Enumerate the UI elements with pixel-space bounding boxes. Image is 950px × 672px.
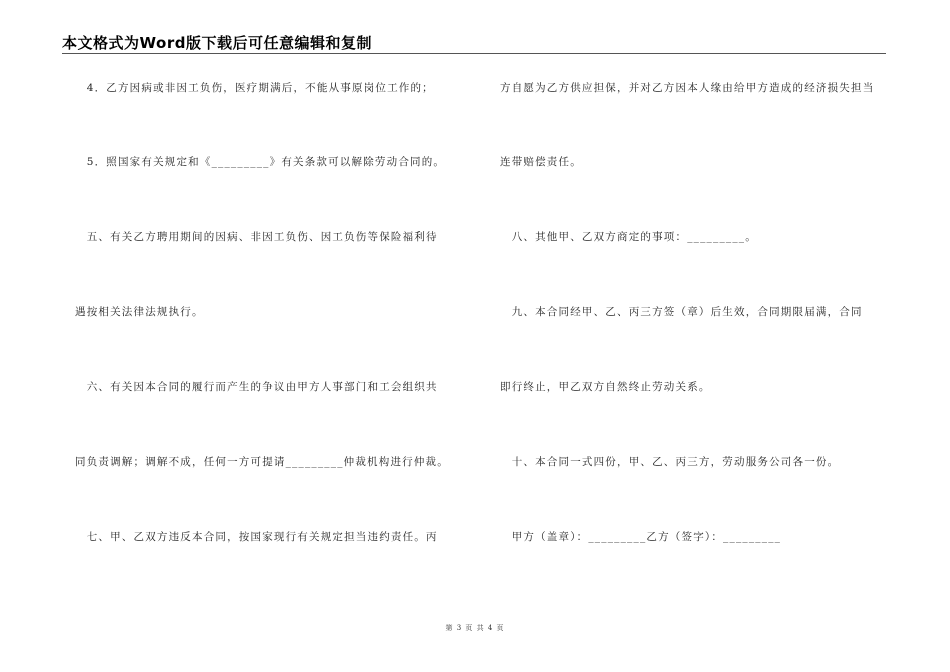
section-6-line-2: 同负责调解；调解不成，任何一方可提请_________仲裁机构进行仲裁。 <box>75 456 449 468</box>
section-7-line-2: 方自愿为乙方供应担保，并对乙方因本人缘由给甲方造成的经济损失担当 <box>500 82 875 94</box>
section-7-line-3: 连带赔偿责任。 <box>500 156 582 168</box>
signature-line: 甲方（盖章）：_________乙方（签字）：_________ <box>500 531 782 543</box>
clause-4-line: 4．乙方因病或非因工负伤，医疗期满后，不能从事原岗位工作的； <box>75 82 434 94</box>
section-9-line-2: 即行终止，甲乙双方自然终止劳动关系。 <box>500 381 711 393</box>
page-number-footer: 第 3 页 共 4 页 <box>445 624 505 632</box>
section-6-line-1: 六、有关因本合同的履行而产生的争议由甲方人事部门和工会组织共 <box>75 381 438 393</box>
header-divider <box>62 53 886 54</box>
section-5-line-2: 遇按相关法律法规执行。 <box>75 306 204 318</box>
section-8-line: 八、其他甲、乙双方商定的事项：_________。 <box>500 231 757 243</box>
clause-5-line: 5．照国家有关规定和《_________》有关条款可以解除劳动合同的。 <box>75 156 446 168</box>
section-7-line-1: 七、甲、乙双方违反本合同，按国家现行有关规定担当违约责任。丙 <box>75 531 438 543</box>
section-10-line: 十、本合同一式四份，甲、乙、丙三方，劳动服务公司各一份。 <box>500 456 840 468</box>
section-9-line-1: 九、本合同经甲、乙、丙三方签（章）后生效，合同期限届满，合同 <box>500 306 863 318</box>
document-header-title: 本文格式为Word版下载后可任意编辑和复制 <box>62 34 372 52</box>
section-5-line-1: 五、有关乙方聘用期间的因病、非因工负伤、因工负伤等保险福利待 <box>75 231 438 243</box>
